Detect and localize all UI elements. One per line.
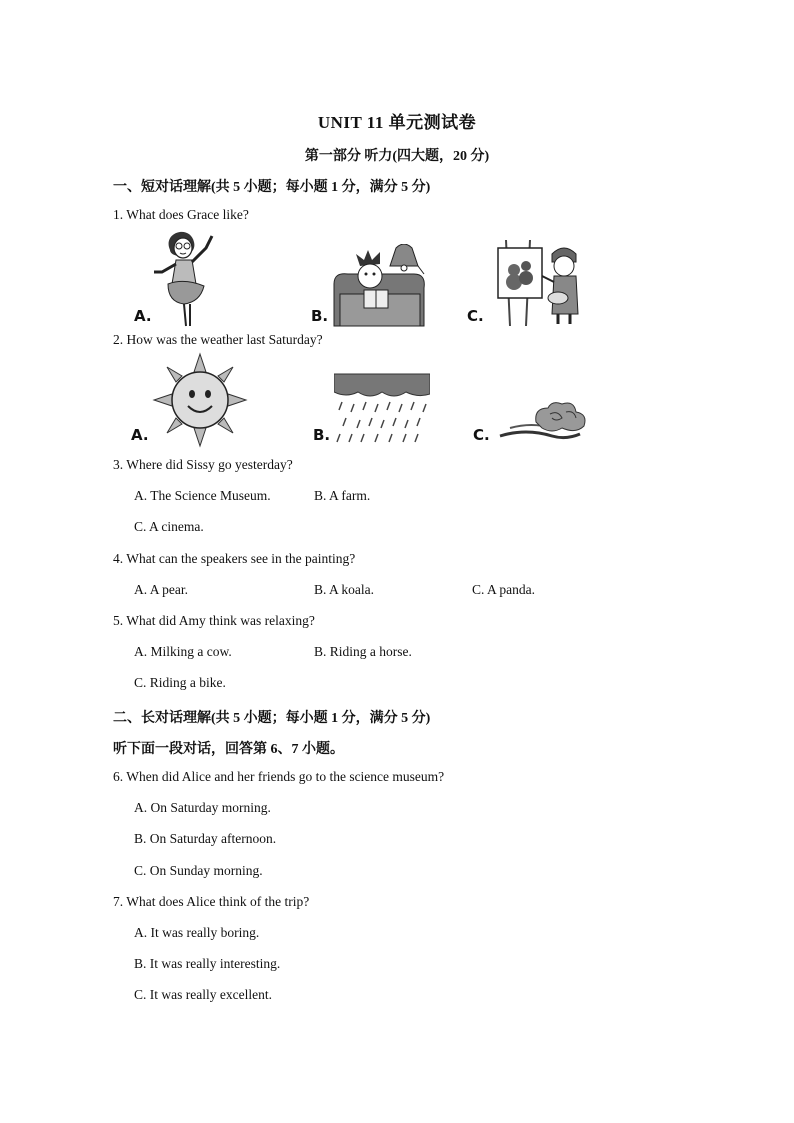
painting-boy-picture <box>492 236 588 328</box>
section-instruction: 听下面一段对话，回答第 6、7 小题。 <box>113 742 344 757</box>
option-7a: A. It was really boring. <box>134 925 260 940</box>
option-5c: C. Riding a bike. <box>134 675 226 690</box>
question-2: 2. How was the weather last Saturday? <box>113 332 323 347</box>
sunny-picture <box>152 352 248 448</box>
picture-label-c: C. <box>473 426 490 444</box>
option-7b: B. It was really interesting. <box>134 956 281 971</box>
question-1: 1. What does Grace like? <box>113 207 249 222</box>
picture-label-c: C. <box>467 307 484 325</box>
picture-label-a: A. <box>131 426 149 444</box>
option-3b: B. A farm. <box>314 488 371 503</box>
option-4a: A. A pear. <box>134 582 188 597</box>
picture-label-b: B. <box>313 426 331 444</box>
windy-picture <box>496 400 590 446</box>
question-3: 3. Where did Sissy go yesterday? <box>113 457 293 472</box>
option-6c: C. On Sunday morning. <box>134 863 263 878</box>
option-6a: A. On Saturday morning. <box>134 800 271 815</box>
question-4: 4. What can the speakers see in the painting? <box>113 551 356 566</box>
picture-label-b: B. <box>311 307 329 325</box>
option-3c: C. A cinema. <box>134 519 204 534</box>
section-heading-1: 一、短对话理解(共 5 小题；每小题 1 分，满分 5 分) <box>113 180 431 195</box>
option-7c: C. It was really excellent. <box>134 987 272 1002</box>
option-3a: A. The Science Museum. <box>134 488 271 503</box>
page-title: UNIT 11 单元测试卷 <box>317 113 477 132</box>
option-5b: B. Riding a horse. <box>314 644 412 659</box>
part-heading: 第一部分 听力(四大题，20 分) <box>304 149 490 164</box>
question-7: 7. What does Alice think of the trip? <box>113 894 310 909</box>
rainy-picture <box>334 372 430 446</box>
dancing-girl-picture <box>150 222 225 330</box>
question-5: 5. What did Amy think was relaxing? <box>113 613 315 628</box>
reading-girl-picture <box>330 244 430 328</box>
question-6: 6. When did Alice and her friends go to the science museum? <box>113 769 445 784</box>
section-heading-2: 二、长对话理解(共 5 小题；每小题 1 分，满分 5 分) <box>113 711 431 726</box>
option-5a: A. Milking a cow. <box>134 644 232 659</box>
option-4c: C. A panda. <box>472 582 535 597</box>
option-6b: B. On Saturday afternoon. <box>134 831 277 846</box>
picture-label-a: A. <box>134 307 152 325</box>
option-4b: B. A koala. <box>314 582 374 597</box>
